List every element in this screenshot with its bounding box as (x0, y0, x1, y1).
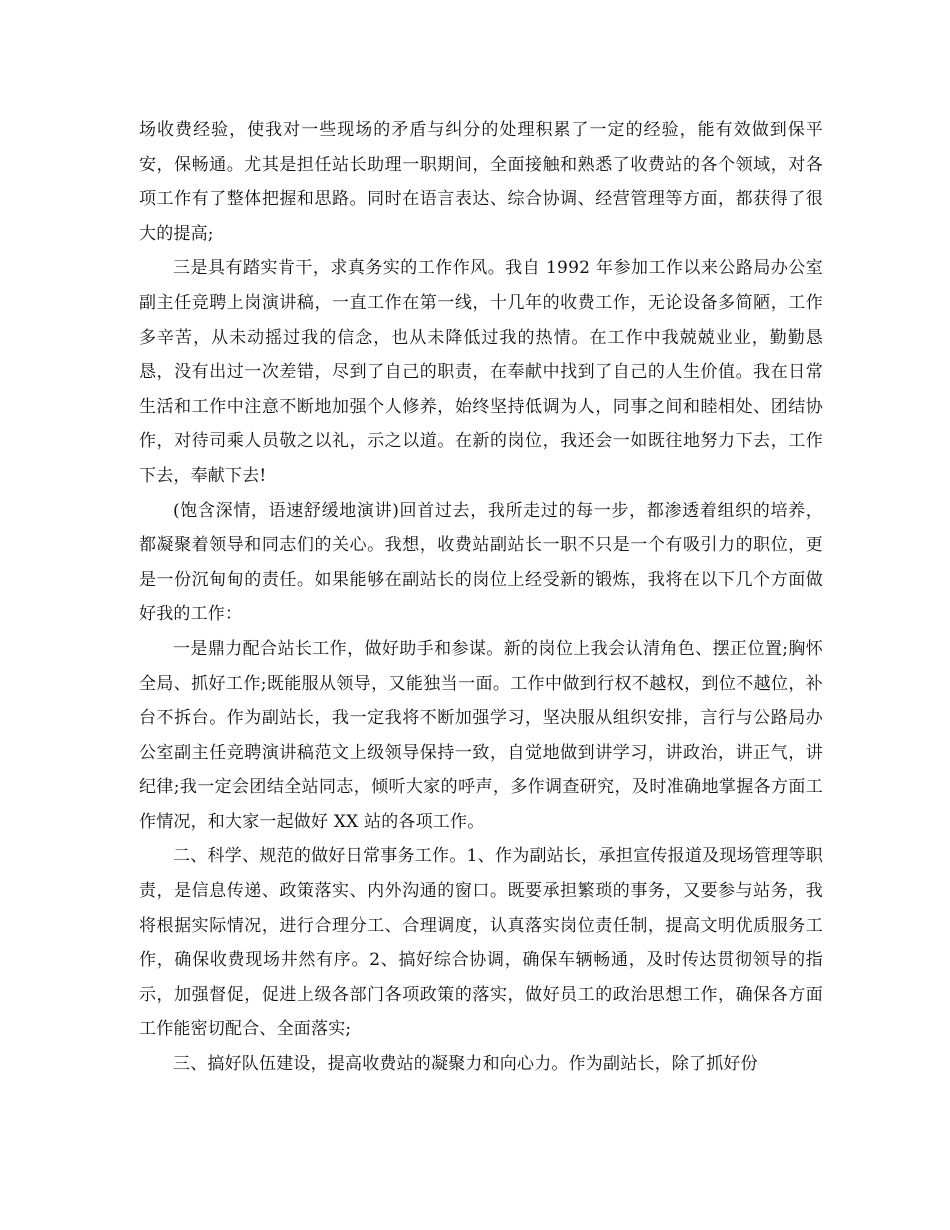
paragraph-1: 场收费经验，使我对一些现场的矛盾与纠分的处理积累了一定的经验，能有效做到保平安，保畅通。尤其是担任站长助理一职期间，全面接触和熟悉了收费站的各个领域，对各项工作有了整体把握和思路。同时在语言表达、综合协调、经营管理等方面，都获得了很大的提高; (139, 120, 823, 244)
paragraph-2: 三是具有踏实肯干，求真务实的工作作风。我自 1992 年参加工作以来公路局办公室副主任竞聘上岗演讲稿，一直工作在第一线，十几年的收费工作，无论设备多简陋，工作多辛苦，从未动摇过我的信念，也从未降低过我的热情。在工作中我兢兢业业，勤勤恳恳，没有出过一次差错，尽到了自己的职责，在奉献中找到了自己的人生价值。我在日常生活和工作中注意不断地加强个人修养，始终坚持低调为人，同事之间和睦相处、团结协作，对待司乘人员敬之以礼，示之以道。在新的岗位，我还会一如既往地努力下去，工作下去，奉献下去! (139, 258, 823, 486)
paragraph-5: 二、科学、规范的做好日常事务工作。1、作为副站长，承担宣传报道及现场管理等职责，是信息传递、政策落实、内外沟通的窗口。既要承担繁琐的事务，又要参与站务，我将根据实际情况，进行合理分工、合理调度，认真落实岗位责任制，提高文明优质服务工作，确保收费现场井然有序。2、搞好综合协调，确保车辆畅通，及时传达贯彻领导的指示，加强督促，促进上级各部门各项政策的落实，做好员工的政治思想工作，确保各方面工作能密切配合、全面落实; (139, 846, 823, 1040)
paragraph-6: 三、搞好队伍建设，提高收费站的凝聚力和向心力。作为副站长，除了抓好份 (173, 1054, 758, 1075)
document-body (139, 113, 823, 1082)
paragraph-3: (饱含深情，语速舒缓地演讲)回首过去，我所走过的每一步，都渗透着组织的培养，都凝聚着领导和同志们的关心。我想，收费站副站长一职不只是一个有吸引力的职位，更是一份沉甸甸的责任。如果能够在副站长的岗位上经受新的锻炼，我将在以下几个方面做好我的工作： (139, 500, 823, 625)
paragraph-4: 一是鼎力配合站长工作，做好助手和参谋。新的岗位上我会认清角色、摆正位置;胸怀全局、抓好工作;既能服从领导，又能独当一面。工作中做到行权不越权，到位不越位，补台不拆台。作为副站长，我一定我将不断加强学习，坚决服从组织安排，言行与公路局办公室副主任竞聘演讲稿范文上级领导保持一致，自觉地做到讲学习，讲政治，讲正气，讲纪律;我一定会团结全站同志，倾听大家的呼声，多作调查研究，及时准确地掌握各方面工作情况，和大家一起做好 XX 站的各项工作。 (139, 638, 823, 832)
